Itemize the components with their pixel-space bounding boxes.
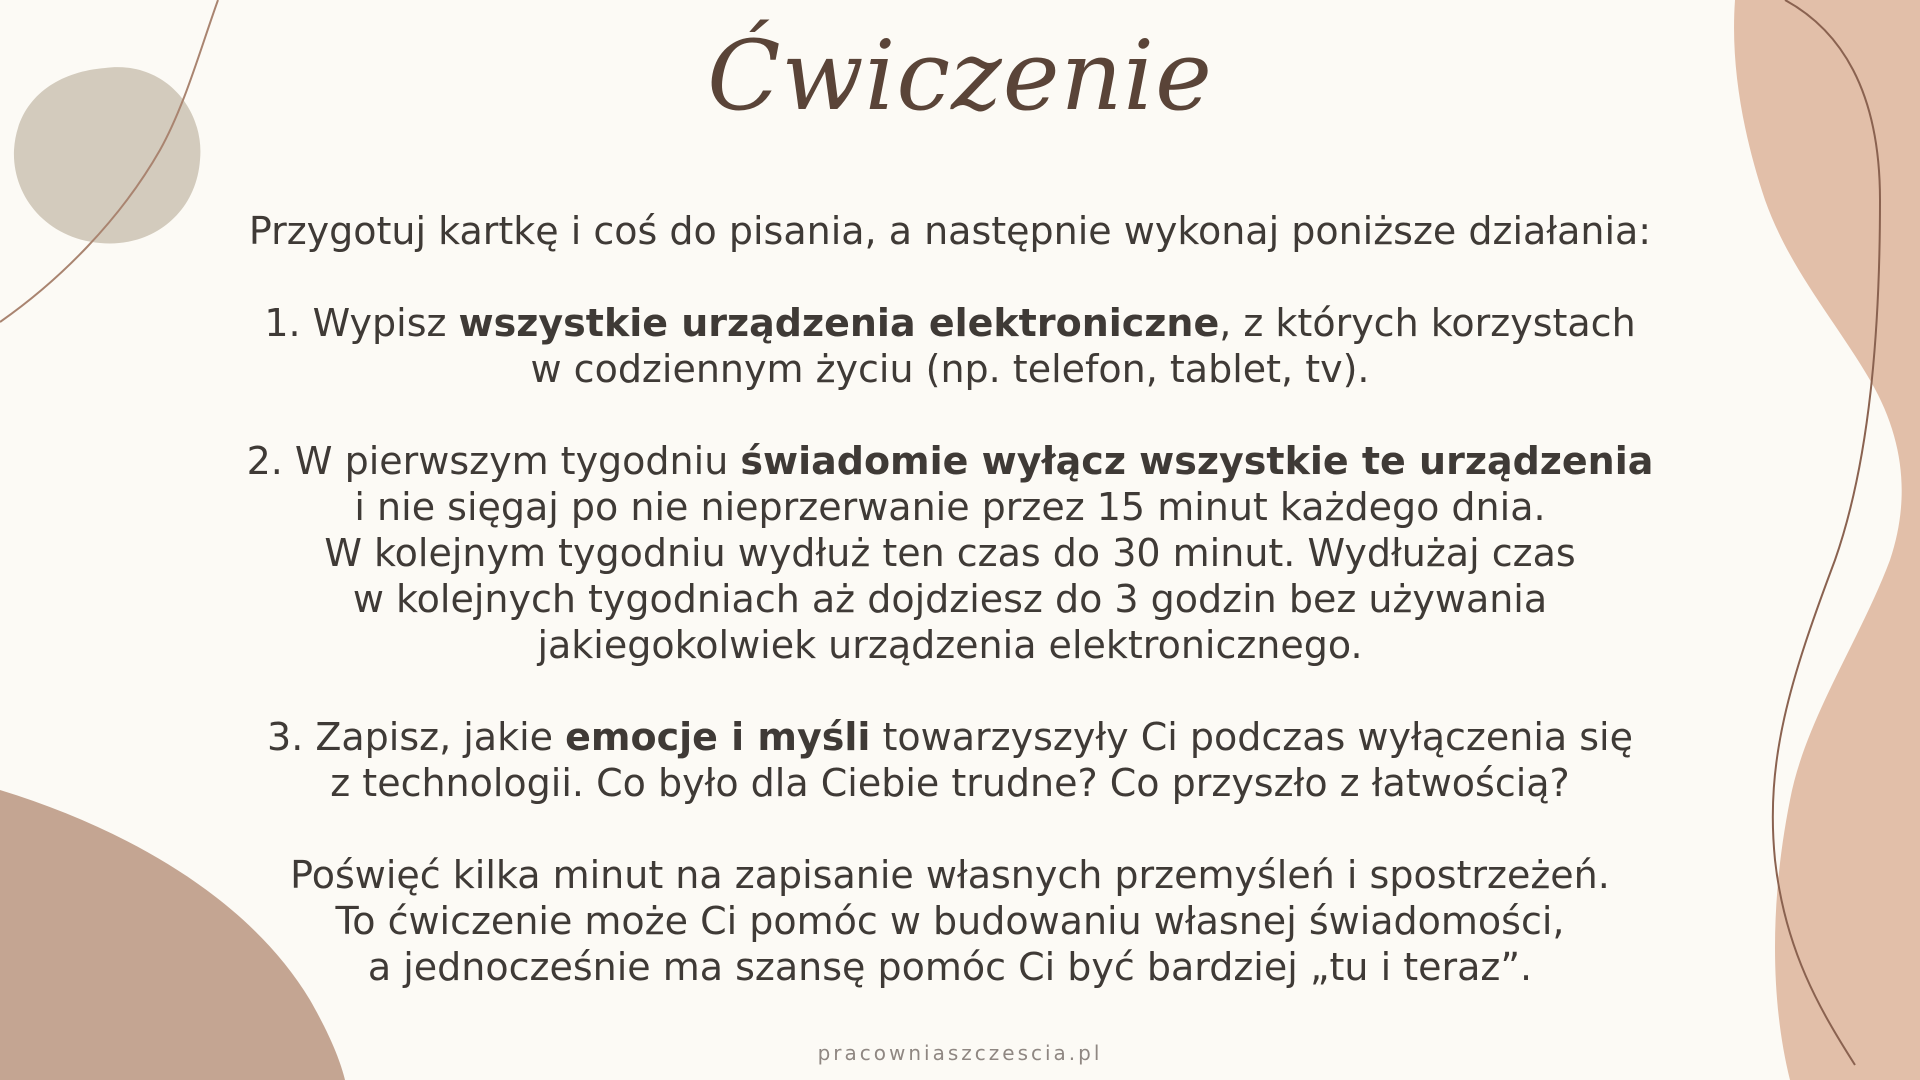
item-1-prefix: 1. Wypisz bbox=[264, 301, 459, 345]
item-3 bbox=[220, 714, 1680, 760]
item-2-line-5: jakiegokolwiek urządzenia elektronicznego. bbox=[537, 623, 1363, 667]
page-title: Ćwiczenie bbox=[707, 20, 1213, 132]
item-2-line-2: i nie sięgaj po nie nieprzerwanie przez 15 minut każdego dnia. bbox=[354, 485, 1546, 529]
item-2-bold: świadomie wyłącz wszystkie te urządzenia bbox=[740, 439, 1654, 483]
item-1 bbox=[220, 300, 1680, 346]
closing-line-1: Poświęć kilka minut na zapisanie własnych przemyśleń i spostrzeżeń. bbox=[290, 853, 1610, 897]
item-3-bold: emocje i myśli bbox=[565, 715, 871, 759]
exercise-content bbox=[220, 208, 1680, 990]
footer-website: pracowniaszczescia.pl bbox=[817, 1041, 1103, 1065]
item-3-prefix: 3. Zapisz, jakie bbox=[267, 715, 566, 759]
item-1-bold: wszystkie urządzenia elektroniczne bbox=[458, 301, 1220, 345]
intro-text: Przygotuj kartkę i coś do pisania, a następnie wykonaj poniższe działania: bbox=[248, 209, 1652, 253]
pink-blob-right bbox=[1734, 0, 1920, 1080]
item-2-line-3: W kolejnym tygodniu wydłuż ten czas do 30 minut. Wydłużaj czas bbox=[324, 531, 1576, 575]
item-2-line-4: w kolejnych tygodniach aż dojdziesz do 3 godzin bez używania bbox=[352, 577, 1548, 621]
item-3-line-2: z technologii. Co było dla Ciebie trudne? Co przyszło z łatwością? bbox=[330, 761, 1570, 805]
item-1-line-2: w codziennym życiu (np. telefon, tablet, tv). bbox=[530, 347, 1370, 391]
closing-line-2: To ćwiczenie może Ci pomóc w budowaniu własnej świadomości, bbox=[335, 899, 1565, 943]
item-2-prefix: 2. W pierwszym tygodniu bbox=[246, 439, 741, 483]
item-1-suffix: , z których korzystach bbox=[1219, 301, 1636, 345]
item-2 bbox=[220, 438, 1680, 484]
closing-line-3: a jednocześnie ma szansę pomóc Ci być bardziej „tu i teraz”. bbox=[367, 945, 1533, 989]
item-3-suffix: towarzyszyły Ci podczas wyłączenia się bbox=[870, 715, 1633, 759]
